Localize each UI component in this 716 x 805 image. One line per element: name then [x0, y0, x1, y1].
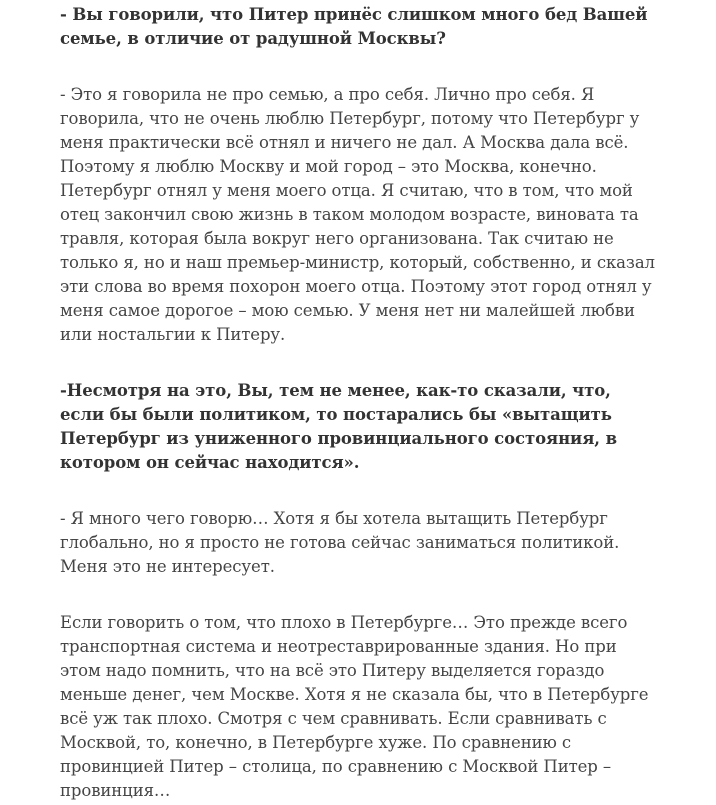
paragraph-gap	[60, 347, 660, 379]
interview-answer-2: - Я много чего говорю… Хотя я бы хотела вытащить Петербург глобально, но я просто не готова сейчас заниматься политикой. Меня это не интересует.	[60, 509, 620, 576]
paragraph-gap	[60, 475, 660, 507]
paragraph-gap	[60, 51, 660, 83]
interview-question-1: - Вы говорили, что Питер принёс слишком много бед Вашей семье, в отличие от радушной Москвы?	[60, 5, 648, 48]
paragraph-gap	[60, 579, 660, 611]
interview-answer-1: - Это я говорила не про семью, а про себя. Лично про себя. Я говорила, что не очень люблю Петербург, потому что Петербург у меня практически всё отнял и ничего не дал. А Москва дала всё. Поэтому я люблю Москву и мой город – это Москва, конечно. Петербург отнял у меня моего отца. Я считаю, что в том, что мой отец закончил свою жизнь в таком молодом возрасте, виновата та травля, которая была вокруг него организована. Так считаю не только я, но и наш премьер-министр, который, собственно, и сказал эти слова во время похорон моего отца. Поэтому этот город отнял у меня самое дорогое – мою семью. У меня нет ни малейшей любви или ностальгии к Питеру.	[60, 85, 655, 344]
interview-answer-3: Если говорить о том, что плохо в Петербурге… Это прежде всего транспортная система и неотреставрированные здания. Но при этом надо помнить, что на всё это Питеру выделяется гораздо меньше денег, чем Москве. Хотя я не сказала бы, что в Петербурге всё уж так плохо. Смотря с чем сравнивать. Если сравнивать с Москвой, то, конечно, в Петербурге хуже. По сравнению с провинцией Питер – столица, по сравнению с Москвой Питер – провинция…	[60, 613, 649, 800]
article-body	[60, 3, 660, 803]
interview-question-2: -Несмотря на это, Вы, тем не менее, как-то сказали, что, если бы были политиком, то постарались бы «вытащить Петербург из униженного провинциального состояния, в котором он сейчас находится».	[60, 381, 617, 472]
